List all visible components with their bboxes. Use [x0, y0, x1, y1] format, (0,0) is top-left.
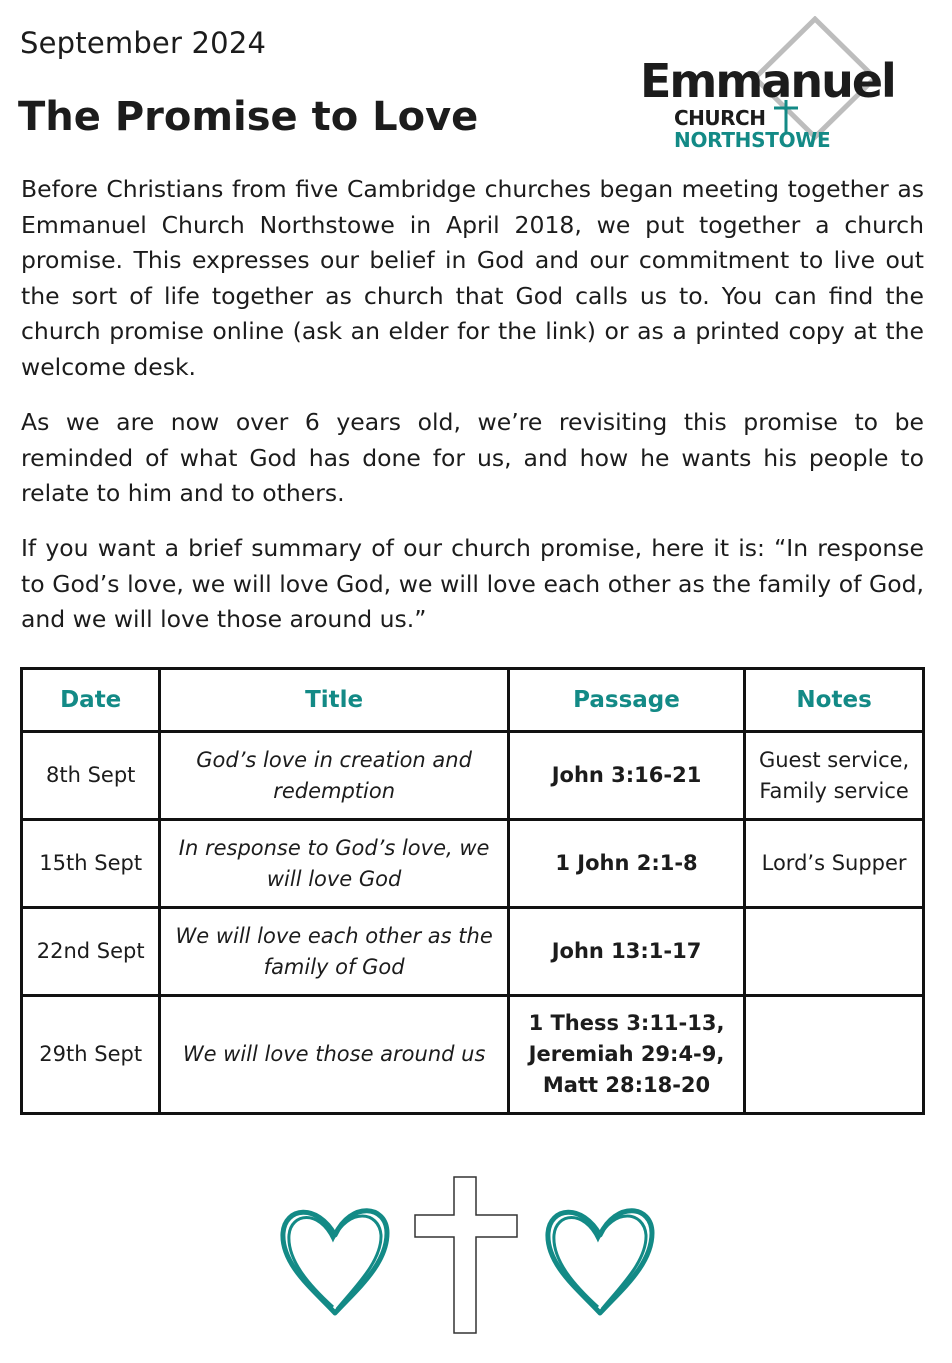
sermon-schedule-table	[20, 667, 925, 1115]
issue-date: September 2024	[20, 26, 267, 60]
footer-decoration	[270, 1170, 670, 1340]
date-cell: 15th Sept	[22, 820, 160, 908]
passage-cell: 1 John 2:1-8	[508, 820, 744, 908]
title-cell: In response to God’s love, we will love God	[160, 820, 508, 908]
table-row	[22, 820, 924, 908]
table-row	[22, 908, 924, 996]
heart-icon	[275, 1195, 395, 1320]
passage-cell: 1 Thess 3:11-13, Jeremiah 29:4-9, Matt 28:18-20	[508, 996, 744, 1114]
logo-church: CHURCH	[674, 106, 766, 130]
anniversary-paragraph: As we are now over 6 years old, we’re revisiting this promise to be reminded of what God has done for us, and how he wants his people to relate to him and to others.	[21, 408, 924, 507]
cross-icon	[413, 1175, 519, 1335]
notes-cell	[745, 996, 924, 1114]
table-row	[22, 732, 924, 820]
summary-paragraph: If you want a brief summary of our church promise, here it is: “In response to God’s love, we will love God, we will love each other as the family of God, and we will love those around us.”	[21, 534, 924, 633]
notes-cell: Lord’s Supper	[745, 820, 924, 908]
date-cell: 29th Sept	[22, 996, 160, 1114]
heart-icon	[540, 1195, 660, 1320]
logo-northstowe: NORTHSTOWE	[674, 128, 831, 152]
title-cell: We will love each other as the family of God	[160, 908, 508, 996]
column-header-title: Title	[160, 669, 508, 732]
column-header-date: Date	[22, 669, 160, 732]
column-header-notes: Notes	[745, 669, 924, 732]
column-header-passage: Passage	[508, 669, 744, 732]
table-header-row	[22, 669, 924, 732]
passage-cell: John 3:16-21	[508, 732, 744, 820]
notes-cell: Guest service, Family service	[745, 732, 924, 820]
table-row	[22, 996, 924, 1114]
date-cell: 22nd Sept	[22, 908, 160, 996]
intro-paragraph: Before Christians from five Cambridge churches began meeting together as Emmanuel Church Northstowe in April 2018, we put together a church promise. This expresses our belief in God and our commitment to live out the sort of life together as church that God calls us to. You can find the church promise online (ask an elder for the link) or as a printed copy at the welcome desk.	[21, 175, 924, 381]
page-title: The Promise to Love	[18, 94, 479, 140]
title-cell: We will love those around us	[160, 996, 508, 1114]
passage-cell: John 13:1-17	[508, 908, 744, 996]
logo-name: Emmanuel	[640, 54, 895, 108]
notes-cell	[745, 908, 924, 996]
date-cell: 8th Sept	[22, 732, 160, 820]
church-logo	[638, 16, 928, 152]
title-cell: God’s love in creation and redemption	[160, 732, 508, 820]
